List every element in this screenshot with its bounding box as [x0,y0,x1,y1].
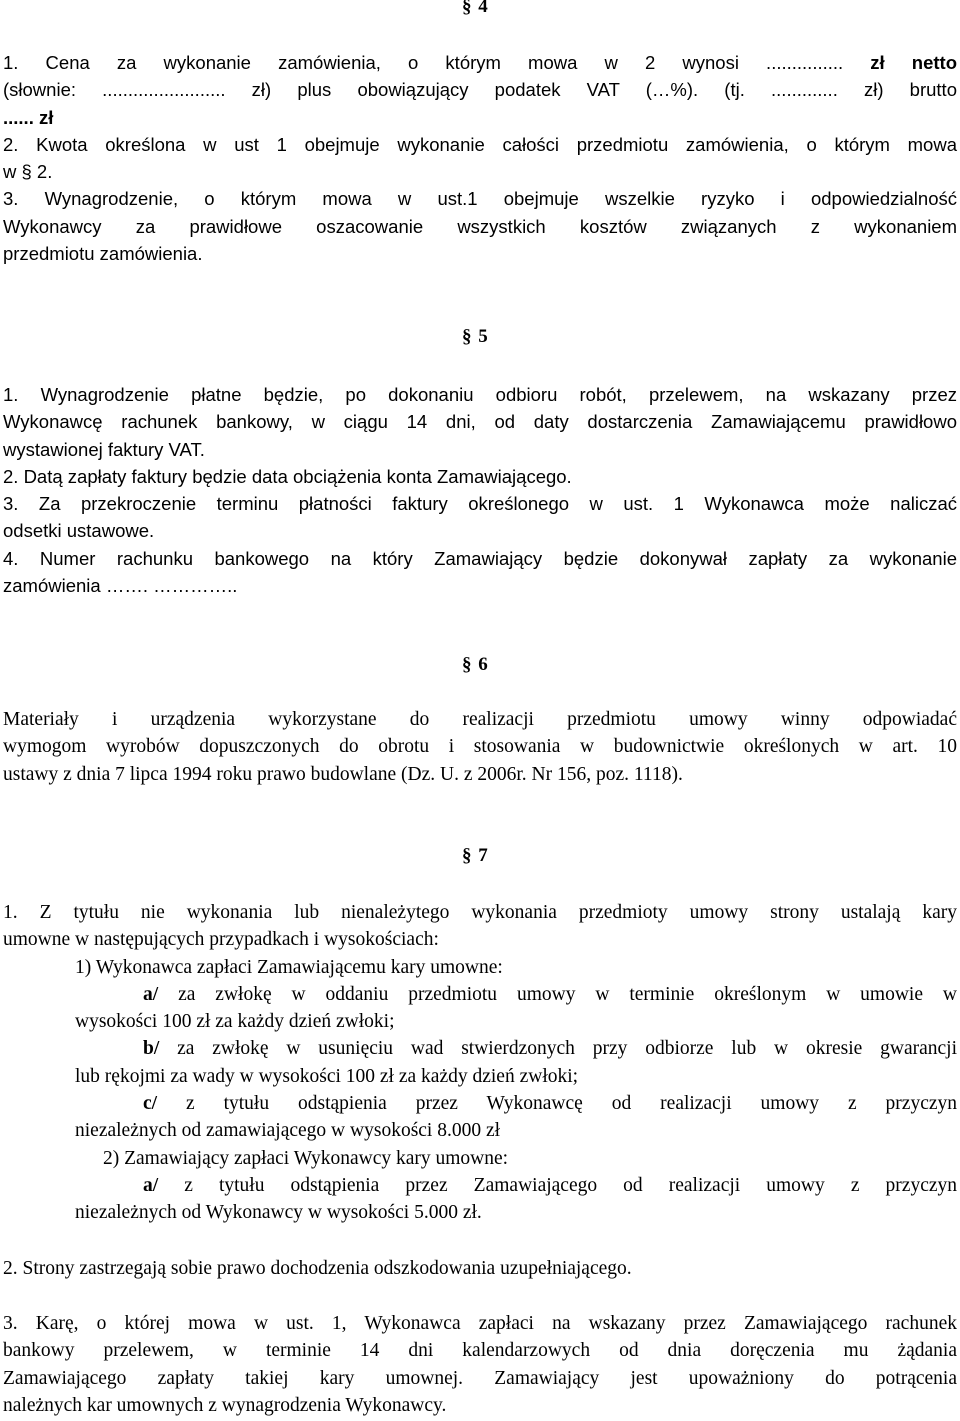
s5-line-5: 3. Za przekroczenie terminu płatności faktury określonego w ust. 1 Wykonawca może naliczać [3,493,957,515]
s7-a2-line-2: niezależnych od Wykonawcy w wysokości 5.000 zł. [75,1202,482,1224]
s7-p3-line-3: Zamawiającego zapłaty takiej kary umownej. Zamawiający jest upoważniony do potrącenia [3,1367,957,1389]
section-7-body [3,899,957,1227]
section-heading-6: § 6 [462,654,489,675]
s7-c1-line-2: niezależnych od zamawiającego w wysokości 8.000 zł [75,1120,501,1142]
s7-b1-line-2: lub rękojmi za wady w wysokości 100 zł za każdy dzień zwłoki; [75,1065,579,1087]
s4-line-2: (słownie: ........................ zł) plus obowiązujący podatek VAT (…%). (tj. ............. zł) brutto [3,79,957,101]
s7-line-2: umowne w następujących przypadkach i wysokościach: [3,929,439,951]
section-7-paragraph-3 [3,1310,957,1419]
s4-line-7: Wykonawcy za prawidłowe oszacowanie wszystkich kosztów związanych z wykonaniem [3,215,957,237]
s7-p3-line-2: bankowy przelewem, w terminie 14 dni kalendarzowych od dnia doręczenia mu żądania [3,1340,957,1362]
s5-line-2: Wykonawcę rachunek bankowy, w ciągu 14 dni, od daty dostarczenia Zamawiającemu prawidłowo [3,411,957,433]
s7-line-4: 2) Zamawiający zapłaci Wykonawcy kary umowne: [103,1147,509,1169]
section-6-body [3,706,957,788]
s7-line-3: 1) Wykonawca zapłaci Zamawiającemu kary umowne: [75,956,503,978]
s4-line-3: ...... zł [3,106,54,128]
s7-a2-line-1: a/ z tytułu odstąpienia przez Zamawiającego od realizacji umowy z przyczyn [143,1174,957,1196]
s5-line-8: zamówienia ……. ………….. [3,575,238,597]
s6-line-3: ustawy z dnia 7 lipca 1994 roku prawo budowlane (Dz. U. z 2006r. Nr 156, poz. 1118). [3,763,683,785]
s6-line-1: Materiały i urządzenia wykorzystane do realizacji przedmiotu umowy winny odpowiadać [3,709,957,730]
s7-line-1: 1. Z tytułu nie wykonania lub nienależytego wykonania przedmioty umowy strony ustalają kary [3,902,957,923]
s5-line-6: odsetki ustawowe. [3,520,155,542]
s7-b1-line-1: b/ za zwłokę w usunięciu wad stwierdzonych przy odbiorze lub w okresie gwarancji [143,1038,957,1060]
s4-line-5: w § 2. [3,161,53,183]
s7-a1-line-1: a/ za zwłokę w oddaniu przedmiotu umowy w terminie określonym w umowie w [143,983,957,1005]
s7-c1-line-1: c/ z tytułu odstąpienia przez Wykonawcę od realizacji umowy z przyczyn [143,1093,957,1115]
s4-line-4: 2. Kwota określona w ust 1 obejmuje wykonanie całości przedmiotu zamówienia, o którym mowa [3,133,957,155]
s6-line-2: wymogom wyrobów dopuszczonych do obrotu i stosowania w budownictwie określonych w art. 10 [3,736,957,758]
section-heading-7: § 7 [462,845,489,866]
s5-line-3: wystawionej faktury VAT. [3,438,205,460]
section-5-body [3,381,957,599]
s4-line-1: 1. Cena za wykonanie zamówienia, o którym mowa w 2 wynosi ............... zł netto [3,52,957,73]
section-heading-4: § 4 [462,0,489,17]
section-heading-5: § 5 [462,326,489,347]
s7-p2-line: 2. Strony zastrzegają sobie prawo dochodzenia odszkodowania uzupełniającego. [3,1258,632,1279]
s4-line-6: 3. Wynagrodzenie, o którym mowa w ust.1 obejmuje wszelkie ryzyko i odpowiedzialność [3,188,957,210]
s7-p3-line-1: 3. Karę, o której mowa w ust. 1, Wykonawca zapłaci na wskazany przez Zamawiającego rachunek [3,1313,957,1334]
s4-line-8: przedmiotu zamówienia. [3,243,203,265]
section-7-paragraph-2 [3,1255,957,1282]
s5-line-1: 1. Wynagrodzenie płatne będzie, po dokonaniu odbioru robót, przelewem, na wskazany przez [3,384,957,405]
section-4-body [3,49,957,267]
s7-p3-line-4: należnych kar umownych z wynagrodzenia Wykonawcy. [3,1394,447,1416]
s7-a1-line-2: wysokości 100 zł za każdy dzień zwłoki; [75,1011,395,1033]
s5-line-4: 2. Datą zapłaty faktury będzie data obciążenia konta Zamawiającego. [3,465,572,487]
s5-line-7: 4. Numer rachunku bankowego na który Zamawiający będzie dokonywał zapłaty za wykonanie [3,547,957,569]
